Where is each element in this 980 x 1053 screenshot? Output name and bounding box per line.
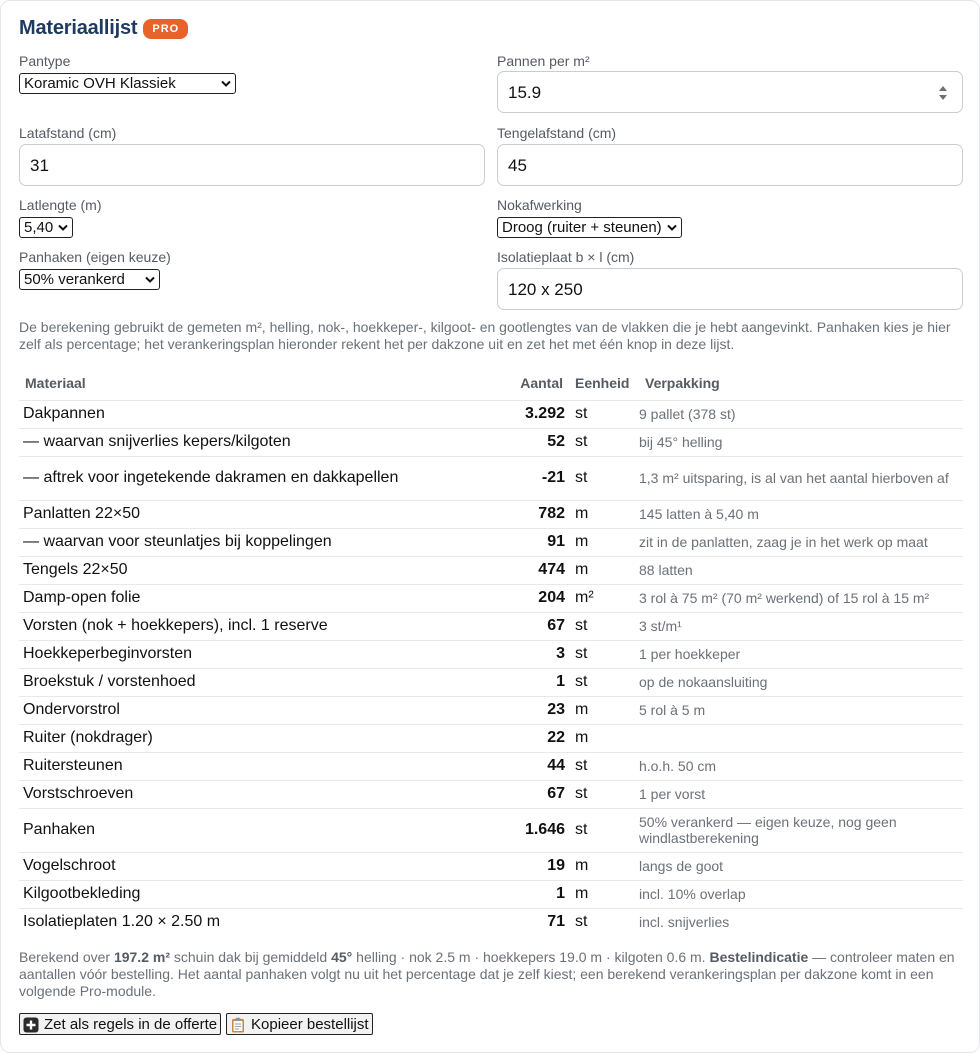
table-row	[19, 584, 963, 612]
packaging-cell: 88 latten	[639, 556, 963, 584]
table-header-row	[19, 367, 963, 400]
pantype-value: Koramic OVH Klassiek	[24, 75, 176, 92]
plus-icon	[23, 1017, 39, 1033]
unit-cell: m	[569, 880, 639, 908]
unit-cell: st	[569, 428, 639, 456]
table-row	[19, 780, 963, 808]
material-cell: Vorsten (nok + hoekkepers), incl. 1 reserve	[19, 612, 489, 640]
latlengte-select[interactable]	[19, 217, 73, 238]
packaging-cell: langs de goot	[639, 852, 963, 880]
material-cell: Vorstschroeven	[19, 780, 489, 808]
pannen-per-m2-label: Pannen per m²	[497, 53, 590, 69]
panhaken-value: 50% verankerd	[24, 271, 125, 288]
table-row	[19, 640, 963, 668]
materials-table	[19, 367, 963, 936]
nokafwerking-select[interactable]	[497, 217, 682, 238]
chevron-down-icon	[58, 224, 68, 232]
amount-cell: 204	[489, 584, 569, 612]
isolatieplaat-label: Isolatieplaat b × l (cm)	[497, 249, 635, 265]
packaging-cell: zit in de panlatten, zaag je in het werk op maat	[639, 528, 963, 556]
add-to-quote-button[interactable]	[19, 1013, 221, 1035]
packaging-cell: 1 per hoekkeper	[639, 640, 963, 668]
material-cell: Tengels 22×50	[19, 556, 489, 584]
tengelafstand-value: 45	[508, 156, 527, 175]
unit-cell: m	[569, 500, 639, 528]
footer-area: 197.2 m²	[113, 949, 170, 965]
unit-cell: m	[569, 556, 639, 584]
latlengte-label: Latlengte (m)	[19, 197, 102, 213]
table-row	[19, 612, 963, 640]
material-cell: Vogelschroot	[19, 852, 489, 880]
footer-text: Berekend over	[19, 949, 114, 965]
table-row	[19, 668, 963, 696]
amount-cell: 52	[489, 428, 569, 456]
unit-cell: m	[569, 852, 639, 880]
amount-cell: -21	[489, 456, 569, 500]
material-cell: Ruiter (nokdrager)	[19, 724, 489, 752]
unit-cell: st	[569, 808, 639, 852]
add-to-quote-label: Zet als regels in de offerte	[44, 1016, 218, 1033]
summary-footer	[19, 949, 963, 1000]
table-row	[19, 880, 963, 908]
unit-cell: st	[569, 612, 639, 640]
packaging-cell: 3 rol à 75 m² (70 m² werkend) of 15 rol à 15 m²	[639, 584, 963, 612]
packaging-cell: 50% verankerd — eigen keuze, nog geen windlastberekening	[639, 808, 963, 852]
table-row	[19, 556, 963, 584]
footer-slope: 45°	[331, 949, 353, 965]
table-row	[19, 852, 963, 880]
col-amount: Aantal	[520, 375, 563, 392]
col-packaging: Verpakking	[645, 375, 720, 392]
material-cell: Kilgootbekleding	[19, 880, 489, 908]
packaging-cell: bij 45° helling	[639, 428, 963, 456]
table-row	[19, 428, 963, 456]
unit-cell: m	[569, 528, 639, 556]
col-material: Materiaal	[25, 375, 86, 392]
calculation-note: De berekening gebruikt de gemeten m², helling, nok-, hoekkeper-, kilgoot- en gootlengtes van de vlakken die je hebt aangevinkt. Panhaken kies je hier zelf als percentage; het verankeringsplan hieronder rekent het per dakzone uit en zet het met één knop in deze lijst.	[19, 319, 951, 352]
material-cell: Damp-open folie	[19, 584, 489, 612]
unit-cell: st	[569, 908, 639, 936]
isolatieplaat-input[interactable]	[497, 268, 963, 310]
material-cell: Broekstuk / vorstenhoed	[19, 668, 489, 696]
packaging-cell: h.o.h. 50 cm	[639, 752, 963, 780]
unit-cell: st	[569, 780, 639, 808]
pannen-per-m2-value: 15.9	[508, 83, 542, 102]
chevron-down-icon	[145, 276, 155, 284]
amount-cell: 44	[489, 752, 569, 780]
footer-text: schuin dak bij gemiddeld	[170, 949, 332, 965]
pro-badge: PRO	[143, 19, 188, 39]
table-row	[19, 808, 963, 852]
material-cell: Hoekkeperbeginvorsten	[19, 640, 489, 668]
packaging-cell: incl. snijverlies	[639, 908, 963, 936]
pantype-label: Pantype	[19, 53, 71, 69]
table-row	[19, 400, 963, 428]
table-row	[19, 696, 963, 724]
unit-cell: st	[569, 456, 639, 500]
amount-cell: 71	[489, 908, 569, 936]
amount-cell: 3.292	[489, 400, 569, 428]
footer-indication: Bestelindicatie	[709, 949, 809, 965]
pannen-per-m2-input[interactable]	[497, 71, 963, 113]
tengelafstand-label: Tengelafstand (cm)	[497, 125, 617, 141]
col-unit: Eenheid	[575, 375, 630, 392]
amount-cell: 23	[489, 696, 569, 724]
footer-text: — controleer maten en aantallen vóór bestelling. Het aantal panhaken volgt nu uit het percentage dat je zelf kiest; een berekend verankeringsplan per dakzone komt in een volgende Pro-module.	[19, 949, 955, 999]
material-cell: Panhaken	[19, 808, 489, 852]
amount-cell: 1	[489, 880, 569, 908]
panhaken-select[interactable]	[19, 269, 160, 290]
amount-cell: 474	[489, 556, 569, 584]
unit-cell: st	[569, 640, 639, 668]
chevron-down-icon	[221, 80, 231, 88]
title-row	[19, 17, 188, 40]
unit-cell: st	[569, 668, 639, 696]
packaging-cell: incl. 10% overlap	[639, 880, 963, 908]
packaging-cell	[639, 724, 963, 752]
material-cell: — waarvan snijverlies kepers/kilgoten	[19, 428, 489, 456]
isolatieplaat-value: 120 x 250	[508, 280, 583, 299]
amount-cell: 19	[489, 852, 569, 880]
amount-cell: 1.646	[489, 808, 569, 852]
material-cell: Panlatten 22×50	[19, 500, 489, 528]
packaging-cell: 3 st/m¹	[639, 612, 963, 640]
unit-cell: m²	[569, 584, 639, 612]
amount-cell: 1	[489, 668, 569, 696]
packaging-cell: 9 pallet (378 st)	[639, 400, 963, 428]
chevron-down-icon	[667, 224, 677, 232]
page-title: Materiaallijst	[19, 17, 138, 39]
packaging-cell: 5 rol à 5 m	[639, 696, 963, 724]
packaging-cell: op de nokaansluiting	[639, 668, 963, 696]
table-row	[19, 908, 963, 936]
material-cell: Ruitersteunen	[19, 752, 489, 780]
nokafwerking-value: Droog (ruiter + steunen)	[502, 219, 662, 236]
material-cell: Isolatieplaten 1.20 × 2.50 m	[19, 908, 489, 936]
amount-cell: 67	[489, 780, 569, 808]
packaging-cell: 145 latten à 5,40 m	[639, 500, 963, 528]
unit-cell: m	[569, 696, 639, 724]
amount-cell: 67	[489, 612, 569, 640]
copy-list-button[interactable]	[226, 1013, 373, 1035]
table-row	[19, 528, 963, 556]
amount-cell: 91	[489, 528, 569, 556]
table-row	[19, 724, 963, 752]
packaging-cell: 1 per vorst	[639, 780, 963, 808]
latafstand-label: Latafstand (cm)	[19, 125, 117, 141]
material-cell: — waarvan voor steunlatjes bij koppelingen	[19, 528, 489, 556]
spinner-arrows-icon[interactable]	[938, 84, 948, 102]
material-cell: Ondervorstrol	[19, 696, 489, 724]
tengelafstand-input[interactable]	[497, 144, 963, 186]
amount-cell: 22	[489, 724, 569, 752]
footer-text: helling · nok 2.5 m · hoekkepers 19.0 m · kilgoten 0.6 m.	[352, 949, 710, 965]
latafstand-input[interactable]	[19, 144, 485, 186]
amount-cell: 3	[489, 640, 569, 668]
material-cell: — aftrek voor ingetekende dakramen en dakkapellen	[19, 456, 489, 500]
pantype-select[interactable]	[19, 73, 236, 94]
table-row	[19, 752, 963, 780]
latlengte-value: 5,40	[24, 219, 54, 236]
material-cell: Dakpannen	[19, 400, 489, 428]
unit-cell: st	[569, 752, 639, 780]
clipboard-icon	[230, 1017, 246, 1033]
unit-cell: st	[569, 400, 639, 428]
table-row	[19, 500, 963, 528]
unit-cell: m	[569, 724, 639, 752]
table-row	[19, 456, 963, 500]
copy-list-label: Kopieer bestellijst	[251, 1016, 369, 1033]
amount-cell: 782	[489, 500, 569, 528]
latafstand-value: 31	[30, 156, 49, 175]
nokafwerking-label: Nokafwerking	[497, 197, 582, 213]
packaging-cell: 1,3 m² uitsparing, is al van het aantal hierboven af	[639, 456, 963, 500]
panhaken-label: Panhaken (eigen keuze)	[19, 249, 171, 265]
